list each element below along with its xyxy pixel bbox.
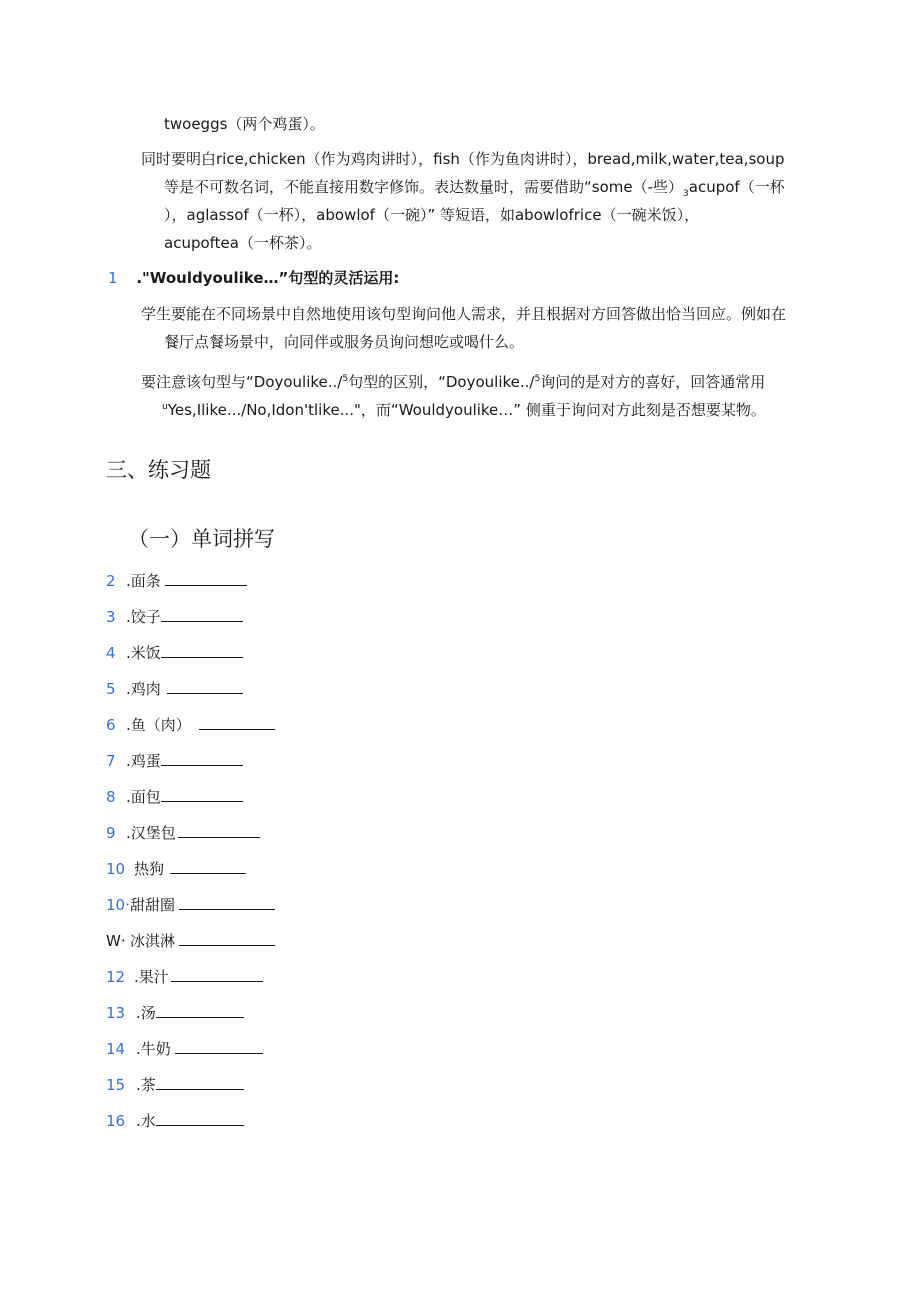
exercise-number: 4 (106, 644, 116, 662)
text-line: twoeggs（两个鸡蛋）。 (164, 115, 325, 133)
superscript: 5 (534, 374, 541, 384)
exercise-label: .果汁 (134, 968, 169, 986)
exercise-item (106, 643, 243, 663)
answer-blank[interactable] (175, 1039, 263, 1054)
answer-blank[interactable] (199, 715, 275, 730)
exercise-label: .茶 (136, 1076, 156, 1094)
exercise-item (106, 679, 243, 699)
exercise-number: 6 (106, 716, 116, 734)
answer-blank[interactable] (161, 607, 243, 622)
subscript: 3 (683, 189, 689, 199)
answer-blank[interactable] (170, 859, 246, 874)
exercise-label: .鸡蛋 (126, 752, 161, 770)
exercise-item (106, 571, 247, 591)
exercise-item (106, 751, 243, 771)
text-line (141, 369, 765, 392)
exercise-number: 2 (106, 572, 116, 590)
answer-blank[interactable] (179, 895, 275, 910)
exercise-number: 10· (106, 896, 130, 914)
superscript: u (162, 402, 168, 412)
exercise-item (106, 859, 246, 879)
text-span: 要注意该句型与“Doyoulike../ (141, 373, 343, 391)
answer-blank[interactable] (171, 967, 263, 982)
exercise-number: 10 (106, 860, 126, 878)
exercise-item (106, 715, 275, 735)
exercise-item (106, 931, 275, 951)
text-line: acupoftea（一杯茶）。 (164, 234, 322, 252)
exercise-label: .米饭 (126, 644, 161, 662)
answer-blank[interactable] (161, 751, 243, 766)
answer-blank[interactable] (161, 643, 243, 658)
text-span: acupof（一杯 (688, 178, 785, 196)
answer-blank[interactable] (161, 787, 243, 802)
answer-blank[interactable] (178, 823, 260, 838)
exercise-label: .汤 (136, 1004, 156, 1022)
exercise-item (106, 787, 243, 807)
exercise-item (106, 823, 260, 843)
exercise-number: 13 (106, 1004, 126, 1022)
text-line (162, 397, 766, 420)
exercise-number: 12 (106, 968, 126, 986)
point-title: ."Wouldyoulike…”句型的灵活运用: (136, 269, 400, 287)
exercise-item (106, 1039, 263, 1059)
text-span: Yes,Ilike.../No,Idon'tlike..."，而“Wouldyoulike…” 侧重于询问对方此刻是否想要某物。 (167, 401, 766, 419)
superscript: 5 (342, 374, 349, 384)
point-number: 1 (108, 269, 118, 287)
exercise-label: 热狗 (134, 860, 165, 878)
exercise-number: 9 (106, 824, 116, 842)
exercise-label: 甜甜圈 (130, 896, 176, 914)
exercise-number: 5 (106, 680, 116, 698)
exercise-label: .饺子 (126, 608, 161, 626)
text-line: ），aglassof（一杯），abowlof（一碗）” 等短语，如abowlofrice（一碗米饭）， (164, 206, 700, 224)
exercise-number: 8 (106, 788, 116, 806)
exercise-label: 冰淇淋 (130, 932, 176, 950)
answer-blank[interactable] (156, 1003, 244, 1018)
exercise-number: 14 (106, 1040, 126, 1058)
exercise-item (106, 607, 243, 627)
text-line: 餐厅点餐场景中，向同伴或服务员询问想吃或喝什么。 (164, 333, 525, 351)
exercise-label: .鸡肉 (126, 680, 161, 698)
section-heading: 三、练习题 (106, 458, 211, 482)
exercise-number: 7 (106, 752, 116, 770)
exercise-item (106, 1003, 244, 1023)
point-heading (108, 268, 399, 288)
answer-blank[interactable] (167, 679, 243, 694)
exercise-label: .鱼（肉） (126, 716, 191, 734)
answer-blank[interactable] (165, 571, 247, 586)
exercise-label: .牛奶 (136, 1040, 171, 1058)
text-span: 等是不可数名词，不能直接用数字修饰。表达数量时，需要借助“some（-些） (164, 178, 684, 196)
answer-blank[interactable] (179, 931, 275, 946)
exercise-number: 16 (106, 1112, 126, 1130)
exercise-item (106, 895, 275, 915)
exercise-item (106, 1075, 244, 1095)
text-line: 同时要明白rice,chicken（作为鸡肉讲时），fish（作为鱼肉讲时），bread,milk,water,tea,soup (141, 150, 785, 168)
text-span: 询问的是对方的喜好，回答通常用 (540, 373, 766, 391)
answer-blank[interactable] (156, 1075, 244, 1090)
exercise-label: .面条 (126, 572, 161, 590)
answer-blank[interactable] (156, 1111, 244, 1126)
exercise-label: .水 (136, 1112, 156, 1130)
exercise-label: .面包 (126, 788, 161, 806)
exercise-number: 15 (106, 1076, 126, 1094)
subsection-heading: （一）单词拼写 (128, 527, 275, 551)
exercise-label: .汉堡包 (126, 824, 176, 842)
text-line (164, 177, 785, 204)
exercise-number: 3 (106, 608, 116, 626)
text-line: 学生要能在不同场景中自然地使用该句型询问他人需求，并且根据对方回答做出恰当回应。例如在 (141, 305, 787, 323)
text-span: 句型的区别，“Doyoulike../ (348, 373, 535, 391)
exercise-item (106, 967, 263, 987)
exercise-number: W· (106, 932, 126, 950)
exercise-item (106, 1111, 244, 1131)
